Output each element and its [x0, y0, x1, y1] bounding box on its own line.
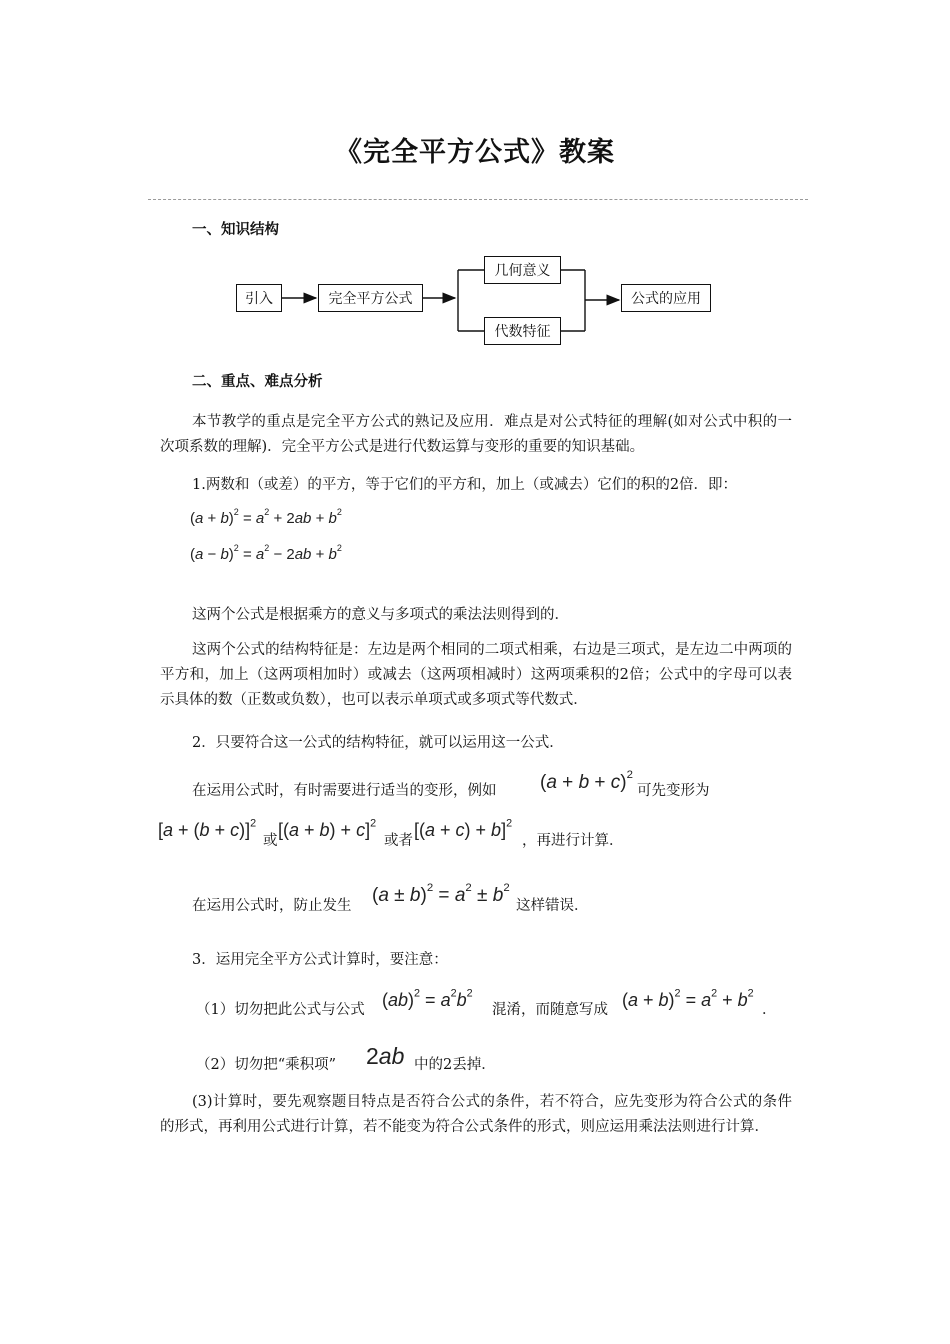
page-title: 《完全平方公式》教案: [335, 137, 615, 168]
section-heading-key-points: 二、重点、难点分析: [192, 374, 323, 390]
derivation-note: 这两个公式是根据乘方的意义与多项式的乘法法则得到的．: [192, 607, 569, 623]
formula-product-term: 2ab: [366, 1043, 405, 1069]
paragraph-key-points: [160, 410, 792, 460]
paragraph-structure-text: 这两个公式的结构特征是：左边是两个相同的二项式相乘，右边是三项式，是左边二中两项的平方和，加上（这两项相加时）或减去（这两项相减时）这两项乘积的2倍；公式中的字母可以表示具体的数（正数或负数），也可以表示单项式或多项式等代数式．: [160, 642, 792, 708]
then-compute: ，再进行计算．: [522, 833, 624, 849]
caution-1-intro: （1）切勿把此公式与公式: [196, 1002, 365, 1018]
formula-example-abc: $(a + b + c)^2$: [540, 768, 633, 793]
point-3: 3．运用完全平方公式计算时，要注意：: [192, 952, 448, 968]
caution-2-intro: （2）切勿把“乘积项”: [196, 1057, 337, 1073]
formula-common-error: $(a \pm b)^2 = a^2 \pm b^2$: [372, 881, 510, 906]
formula-difference-square: $(a - b)^2 = a^2 - 2ab + b^2$: [190, 542, 342, 563]
variation-intro: 在运用公式时，有时需要进行适当的变形，例如: [192, 783, 497, 799]
formula-variant-2: $[(a + b) + c]^2$: [278, 817, 377, 840]
formula-wrong-expansion: $(a + b)^2 = a^2 + b^2$: [622, 987, 754, 1010]
knowledge-structure-diagram: [0, 0, 950, 360]
caution-2-end: 中的2丢掉．: [414, 1057, 496, 1073]
caution-1-end: ．: [762, 1002, 777, 1018]
flow-box-application: 公式的应用: [621, 284, 711, 312]
error-warning-end: 这样错误．: [516, 898, 589, 914]
flow-box-algebra: 代数特征: [484, 317, 561, 345]
paragraph-caution-3: [160, 1090, 792, 1140]
flow-box-geometry: 几何意义: [484, 256, 561, 284]
paragraph-structure: [160, 638, 792, 713]
section-heading-knowledge-structure: 一、知识结构: [192, 222, 279, 238]
error-warning-intro: 在运用公式时，防止发生: [192, 898, 352, 914]
formula-variant-1: $[a + (b + c)]^2$: [158, 817, 257, 840]
rule-statement: 1.两数和（或差）的平方，等于它们的平方和，加上（或减去）它们的积的2倍．即：: [192, 477, 738, 493]
word-or: 或: [263, 833, 278, 849]
flow-box-intro: 引入: [236, 284, 282, 312]
flow-box-formula: 完全平方公式: [318, 284, 423, 312]
paragraph-caution-3-text: (3)计算时，要先观察题目特点是否符合公式的条件，若不符合，应先变形为符合公式的条件的形式，再利用公式进行计算，若不能变为符合公式条件的形式，则应运用乘法法则进行计算．: [160, 1094, 792, 1135]
caution-1-mid: 混淆，而随意写成: [492, 1002, 608, 1018]
formula-product-square: $(ab)^2 = a^2b^2$: [382, 987, 473, 1010]
word-or-2: 或者: [384, 833, 413, 849]
variation-continue: 可先变形为: [637, 783, 710, 799]
formula-sum-square: $(a + b)^2 = a^2 + 2ab + b^2$: [190, 506, 342, 527]
formula-variant-3: $[(a + c) + b]^2$: [414, 817, 513, 840]
point-2: 2．只要符合这一公式的结构特征，就可以运用这一公式．: [192, 735, 564, 751]
paragraph-key-points-text: 本节教学的重点是完全平方公式的熟记及应用．难点是对公式特征的理解(如对公式中积的一次项系数的理解)．完全平方公式是进行代数运算与变形的重要的知识基础。: [160, 414, 792, 455]
